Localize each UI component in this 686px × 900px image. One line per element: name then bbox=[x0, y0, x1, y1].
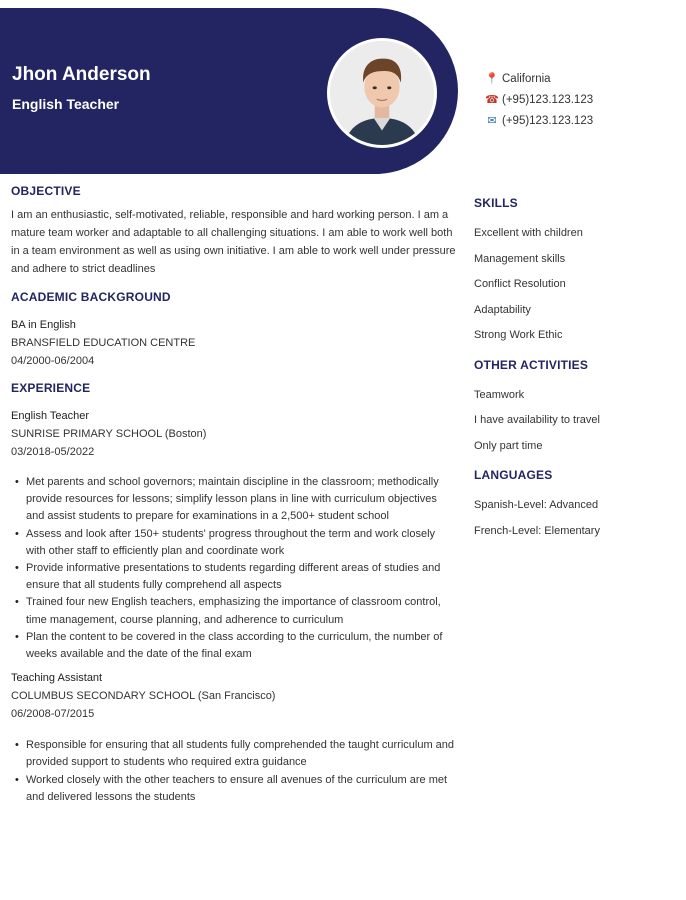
map-pin-icon: 📍 bbox=[485, 73, 499, 85]
list-item: Teamwork bbox=[474, 388, 525, 401]
list-item: • Worked closely with the other teachers to ensure all avenues of the curriculum are met and delivered lessons the students bbox=[15, 772, 455, 806]
job-entry bbox=[11, 669, 459, 723]
person-portrait-icon bbox=[330, 41, 434, 145]
list-item: • Plan the content to be covered in the class according to the curriculum, the number of weeks available and the date of the final exam bbox=[15, 629, 455, 663]
list-item: I have availability to travel bbox=[474, 414, 600, 426]
job-bullets bbox=[15, 737, 455, 806]
location-text: California bbox=[502, 72, 551, 85]
list-item: Strong Work Ethic bbox=[474, 329, 563, 341]
list-item: French-Level: Elementary bbox=[474, 524, 600, 537]
job-dates: 06/2008-07/2015 bbox=[11, 708, 95, 721]
list-item: • Provide informative presentations to students regarding different areas of studies and ensure that all students fully comprehend all aspects bbox=[15, 560, 455, 594]
academic-degree: BA in English bbox=[11, 319, 76, 331]
contact-phone bbox=[485, 89, 593, 110]
job-position: English Teacher bbox=[11, 410, 90, 422]
contact-email bbox=[485, 110, 593, 131]
envelope-icon: ✉ bbox=[487, 115, 497, 127]
objective-text: I am an enthusiastic, self-motivated, reliable, responsible and hard working person. I am a mature team worker and adaptable to all challenging situations. I am able to work well both in a team environment as well as using own initiative. I am able to work well under pressure and adhere to strict deadlines bbox=[11, 209, 456, 275]
languages-heading: LANGUAGES bbox=[474, 468, 553, 482]
main-column bbox=[11, 184, 459, 806]
academic-entry bbox=[11, 316, 459, 370]
side-column bbox=[474, 196, 674, 547]
list-item: Management skills bbox=[474, 252, 566, 265]
languages-list bbox=[474, 496, 674, 547]
academic-school: BRANSFIELD EDUCATION CENTRE bbox=[11, 337, 196, 349]
candidate-role: English Teacher bbox=[12, 96, 120, 112]
experience-heading: EXPERIENCE bbox=[11, 381, 91, 395]
list-item: • Responsible for ensuring that all students fully comprehended the taught curriculum and provided support to students who required extra guidance bbox=[15, 737, 455, 771]
job-bullets bbox=[15, 474, 455, 663]
email-text: (+95)123.123.123 bbox=[502, 114, 594, 127]
list-item: Only part time bbox=[474, 439, 543, 452]
candidate-name: Jhon Anderson bbox=[12, 64, 151, 85]
activities-heading: OTHER ACTIVITIES bbox=[474, 357, 589, 372]
activities-list bbox=[474, 386, 674, 463]
list-item: Spanish-Level: Advanced bbox=[474, 499, 599, 511]
skills-heading: SKILLS bbox=[474, 196, 518, 210]
job-position: Teaching Assistant bbox=[11, 672, 103, 685]
list-item: Conflict Resolution bbox=[474, 278, 566, 290]
academic-dates: 04/2000-06/2004 bbox=[11, 355, 95, 367]
list-item: • Met parents and school governors; maintain discipline in the classroom; methodically provide resources for lessons; simplify lesson plans in line with curriculum objectives and assist students to prepare for examinations in a 2,500+ student school bbox=[15, 474, 455, 526]
profile-photo bbox=[327, 38, 437, 148]
job-employer: COLUMBUS SECONDARY SCHOOL (San Francisco) bbox=[11, 690, 276, 703]
objective-heading: OBJECTIVE bbox=[11, 184, 81, 198]
skills-list bbox=[474, 224, 674, 352]
phone-text: (+95)123.123.123 bbox=[502, 93, 594, 106]
job-dates: 03/2018-05/2022 bbox=[11, 446, 95, 458]
contact-block bbox=[485, 68, 593, 131]
academic-heading: ACADEMIC BACKGROUND bbox=[11, 290, 171, 304]
contact-location bbox=[485, 68, 593, 89]
list-item: Excellent with children bbox=[474, 227, 583, 239]
list-item: • Assess and look after 150+ students' progress throughout the term and work closely with other staff to efficiently plan and coordinate work bbox=[15, 526, 455, 560]
job-employer: SUNRISE PRIMARY SCHOOL (Boston) bbox=[11, 428, 207, 440]
list-item: Adaptability bbox=[474, 303, 531, 316]
job-entry bbox=[11, 407, 459, 461]
phone-icon: ☎ bbox=[485, 94, 499, 106]
list-item: • Trained four new English teachers, emphasizing the importance of classroom control, time management, course planning, and adherence to curriculum bbox=[15, 594, 455, 628]
